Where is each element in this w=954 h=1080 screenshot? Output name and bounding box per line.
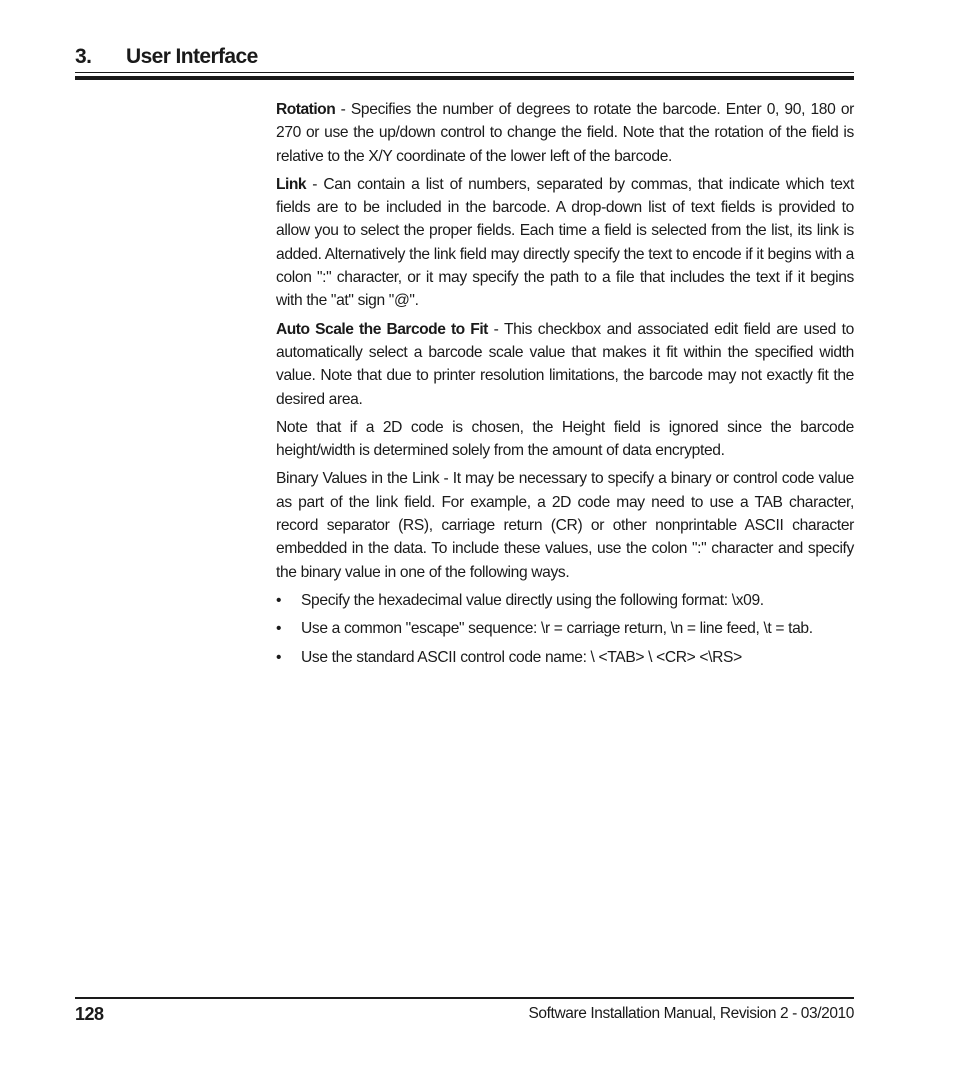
binary-formats-list xyxy=(276,589,854,669)
list-item-text: Use the standard ASCII control code name: \ <TAB> \ <CR> <\RS> xyxy=(301,648,742,666)
rotation-paragraph xyxy=(276,98,854,168)
list-item xyxy=(276,589,854,612)
footer-manual-info: Software Installation Manual, Revision 2 - 03/2010 xyxy=(528,1005,854,1022)
bullet-icon: • xyxy=(276,591,282,609)
page-number: 128 xyxy=(75,1004,104,1024)
rotation-term: Rotation xyxy=(276,101,336,118)
rotation-text: - Specifies the number of degrees to rotate the barcode. Enter 0, 90, 180 or 270 or use the up/down control to change the field. Note that the rotation of the field is relative to the X/Y coordinate of the lower left of the barcode. xyxy=(276,101,854,165)
list-item xyxy=(276,617,854,640)
bullet-icon: • xyxy=(276,648,282,666)
section-title: User Interface xyxy=(126,45,258,68)
link-paragraph xyxy=(276,173,854,313)
header-rule-thick xyxy=(75,76,854,80)
binary-values-paragraph: Binary Values in the Link - It may be necessary to specify a binary or control code value as part of the link field. For example, a 2D code may need to use a TAB character, record separator (RS), carriage return (CR) or other nonprintable ASCII character embedded in the data. To include these values, use the colon ":" character and specify the binary value in one of the following ways. xyxy=(276,470,854,581)
section-number: 3. xyxy=(75,45,92,68)
autoscale-text: - This checkbox and associated edit field are used to automatically select a barcode scale value that makes it fit within the specified width value. Note that due to printer resolution limitations, the barcode may not exactly fit the desired area. xyxy=(276,320,854,408)
footer-rule xyxy=(75,997,854,999)
list-item-text: Use a common "escape" sequence: \r = carriage return, \n = line feed, \t = tab. xyxy=(301,620,813,638)
autoscale-paragraph xyxy=(276,318,854,411)
bullet-icon: • xyxy=(276,620,282,638)
link-text: - Can contain a list of numbers, separated by commas, that indicate which text fields are to be included in the barcode. A drop-down list of text fields is provided to allow you to select the proper fields. Each time a field is selected from the list, its link is added. Alternatively the link field may directly specify the text to encode if it begins with a colon ":" character, or it may specify the path to a file that includes the text if it begins with the "at" sign "@". xyxy=(276,175,854,310)
note-2d-paragraph: Note that if a 2D code is chosen, the Height field is ignored since the barcode height/width is determined solely from the amount of data encrypted. xyxy=(276,418,854,460)
body-content xyxy=(276,98,854,674)
header-rule-thin xyxy=(75,72,854,73)
autoscale-term: Auto Scale the Barcode to Fit xyxy=(276,320,488,338)
list-item xyxy=(276,646,854,669)
list-item-text: Specify the hexadecimal value directly using the following format: \x09. xyxy=(301,591,764,609)
link-term: Link xyxy=(276,175,307,193)
